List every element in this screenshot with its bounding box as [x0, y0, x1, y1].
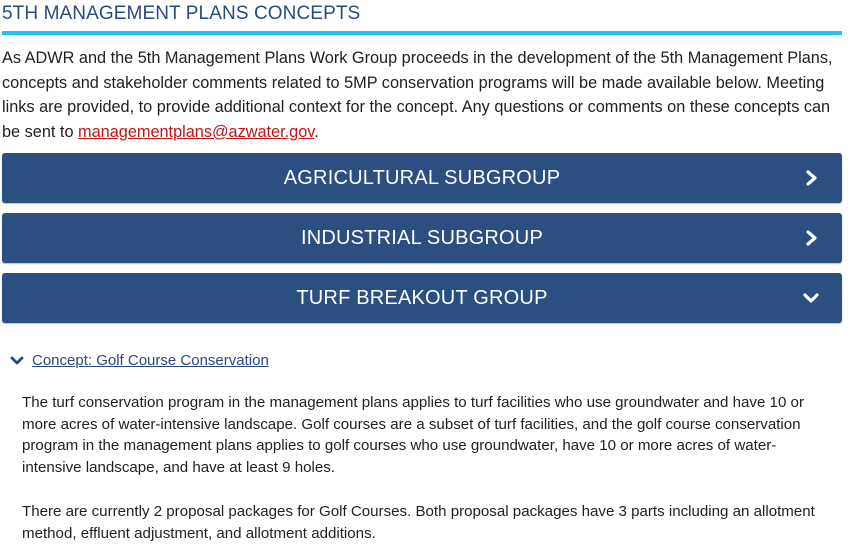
intro-paragraph [2, 46, 848, 144]
chevron-down-icon [802, 289, 820, 307]
accordion-label: INDUSTRIAL SUBGROUP [301, 226, 543, 249]
concept-toggle[interactable] [10, 352, 269, 369]
email-link[interactable]: managementplans@azwater.gov [78, 122, 315, 141]
accordion-agricultural-subgroup[interactable] [2, 153, 842, 203]
concept-golf-course-link[interactable]: Concept: Golf Course Conservation [32, 352, 269, 369]
chevron-right-icon [802, 229, 820, 247]
concept-paragraph-1: The turf conservation program in the management plans applies to turf facilities who use groundwater and have 10 or more acres of water-intensive landscape. Golf courses are a subset of turf facilities, and the golf course conservation program in the management plans applies to golf courses who use groundwater, have 10 or more acres of water-intensive landscape, and have at least 9 holes. [22, 394, 804, 477]
accordion-label: AGRICULTURAL SUBGROUP [283, 166, 561, 189]
intro-text: As ADWR and the 5th Management Plans Work Group proceeds in the development of the 5th Management Plans, concepts and stakeholder comments related to 5MP conservation programs will be made available below. Meeting links are provided, to provide additional context for the concept. Any questions or comments on these concepts can be sent to [2, 49, 833, 141]
intro-end: . [314, 122, 319, 141]
page-title: 5TH MANAGEMENT PLANS CONCEPTS [2, 3, 361, 24]
concept-paragraph-2: There are currently 2 proposal packages for Golf Courses. Both proposal packages have 3 parts including an allotment method, effluent adjustment, and allotment additions. [22, 503, 815, 542]
accordion-turf-breakout-group[interactable] [2, 273, 842, 323]
accordion-industrial-subgroup[interactable] [2, 213, 842, 263]
chevron-down-icon [10, 355, 24, 367]
accordion-label: TURF BREAKOUT GROUP [296, 286, 548, 309]
chevron-right-icon [802, 169, 820, 187]
title-divider [2, 31, 842, 35]
